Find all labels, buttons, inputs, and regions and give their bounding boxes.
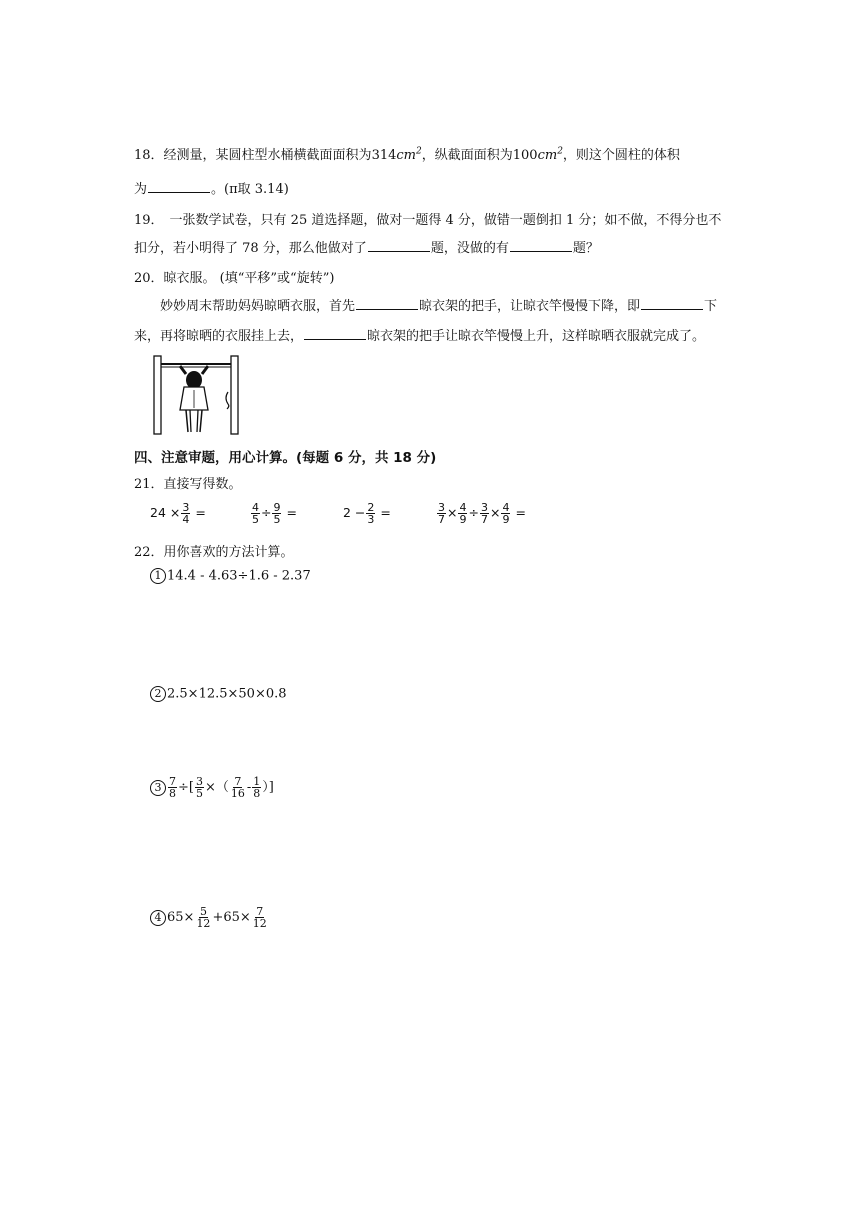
- q21-number: 21．: [134, 477, 164, 492]
- q18-number: 18．: [134, 148, 164, 163]
- q22-item-2: 2 2.5×12.5×50×0.8: [150, 686, 287, 702]
- answer-blank[interactable]: [641, 297, 703, 310]
- q21-title: 21．直接写得数。: [134, 477, 242, 492]
- section-heading: 四、注意审题，用心计算。(每题 6 分，共 18 分): [134, 450, 437, 466]
- circled-number-2: 2: [150, 686, 166, 702]
- q20-line2: 来，再将晾晒的衣服挂上去， 晾衣架的把手让晾衣竿慢慢上升，这样晾晒衣服就完成了。: [134, 329, 706, 344]
- area2: $100cm^2$: [512, 146, 563, 163]
- q22-item-1: 1 14.4 - 4.63÷1.6 - 2.37: [150, 568, 311, 584]
- q20-number: 20．: [134, 271, 164, 286]
- q21-expression-4: $\frac{3}{7}$ × $\frac{4}{9}$ ÷ $\frac{3}{7}$ × $\frac{4}{9}$ =: [438, 501, 526, 526]
- q20-line1: 妙妙周末帮助妈妈晾晒衣服，首先 晾衣架的把手，让晾衣竿慢慢下降，即 下: [160, 299, 718, 314]
- answer-blank[interactable]: [304, 327, 366, 340]
- q19-line1: 19． 一张数学试卷，只有 25 道选择题，做对一题得 4 分，做错一题倒扣 1 分；如不做，不得分也不: [134, 213, 722, 228]
- answer-blank[interactable]: [148, 180, 210, 193]
- answer-blank[interactable]: [356, 297, 418, 310]
- area1: $314cm^2$: [371, 146, 422, 163]
- circled-number-4: 4: [150, 910, 166, 926]
- q22-title: 22．用你喜欢的方法计算。: [134, 545, 294, 560]
- answer-blank[interactable]: [510, 239, 572, 252]
- q22-item-4: 4 65× $\frac{5}{12}$ +65× $\frac{7}{12}$: [150, 906, 269, 929]
- q18-line2: 为 。(π取 3.14): [134, 182, 289, 197]
- circled-number-3: 3: [150, 780, 166, 796]
- clothes-rack-illustration: [150, 352, 242, 438]
- circled-number-1: 1: [150, 568, 166, 584]
- q21-expression-3: 2 − $\frac{2}{3}$ =: [343, 501, 391, 526]
- q19-number: 19．: [134, 213, 164, 228]
- q20-title: 20．晾衣服。 (填“平移”或“旋转”): [134, 271, 335, 286]
- answer-blank[interactable]: [368, 239, 430, 252]
- q18-line1: 18．经测量，某圆柱型水桶横截面面积为$314cm^2$，纵截面面积为$100cm^2$，则这个圆柱的体积: [134, 146, 680, 163]
- q22-number: 22．: [134, 545, 164, 560]
- q21-expression-2: $\frac{4}{5}$ ÷ $\frac{9}{5}$ =: [252, 501, 297, 526]
- q19-line2: 扣分，若小明得了 78 分，那么他做对了 题，没做的有 题？: [134, 241, 599, 256]
- q21-expression-1: 24 × $\frac{3}{4}$ =: [150, 501, 206, 526]
- q22-item-3: 3 $\frac{7}{8}$ ÷[ $\frac{3}{5}$ ×（ $\frac{7}{16}$ - $\frac{1}{8}$ ）]: [150, 776, 274, 799]
